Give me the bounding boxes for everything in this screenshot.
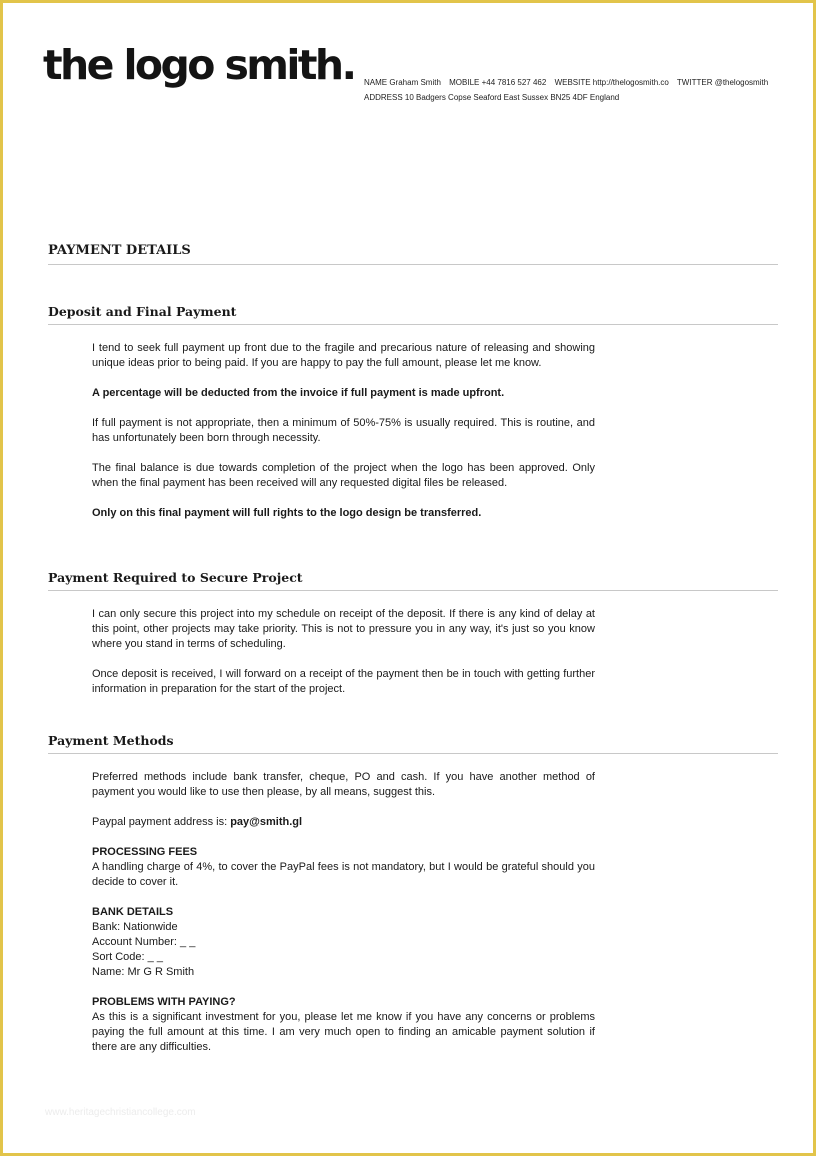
problems-paying <box>92 995 595 1055</box>
section-heading-deposit: Deposit and Final Payment <box>48 304 778 325</box>
paragraph: I tend to seek full payment up front due to the fragile and precarious nature of releasing and showing unique ideas prior to being paid. If you are happy to pay the full amount, please let me know. <box>92 342 595 369</box>
contact-name: NAME Graham Smith <box>364 78 441 87</box>
problems-label: PROBLEMS WITH PAYING? <box>92 996 236 1008</box>
fees-text: A handling charge of 4%, to cover the PayPal fees is not mandatory, but I would be grateful should you decide to cover it. <box>92 861 595 888</box>
paragraph: The final balance is due towards completion of the project when the logo has been approved. Only when the final payment has been received will any requested digital files be released. <box>92 462 595 489</box>
section-heading-methods: Payment Methods <box>48 733 778 754</box>
watermark: www.heritagechristiancollege.com <box>45 1107 196 1118</box>
paypal-email: pay@smith.gl <box>230 816 303 828</box>
page-title: PAYMENT DETAILS <box>48 243 778 265</box>
paragraph: I can only secure this project into my schedule on receipt of the deposit. If there is any kind of delay at this point, other projects may take priority. This is not to pressure you in any way, it's just so you know where you stand in terms of scheduling. <box>92 608 595 650</box>
paragraph: If full payment is not appropriate, then a minimum of 50%-75% is usually required. This is routine, and has unfortunately been born through necessity. <box>92 417 595 444</box>
contact-line <box>364 75 774 90</box>
paragraph: Once deposit is received, I will forward on a receipt of the payment then be in touch with getting further information in preparation for the start of the project. <box>92 668 595 695</box>
bank-details <box>92 905 595 980</box>
paragraph-emphasis: A percentage will be deducted from the invoice if full payment is made upfront. <box>92 387 505 399</box>
bank-line: Name: Mr G R Smith <box>92 966 195 978</box>
contact-website: WEBSITE http://thelogosmith.co <box>554 78 669 87</box>
bank-line: Bank: Nationwide <box>92 921 178 933</box>
paragraph: Preferred methods include bank transfer, cheque, PO and cash. If you have another method of payment you would like to use then please, by all means, suggest this. <box>92 771 595 798</box>
bank-line: Sort Code: _ _ <box>92 951 163 963</box>
paypal-label: Paypal payment address is: <box>92 816 231 828</box>
bank-label: BANK DETAILS <box>92 906 174 918</box>
section-body-deposit <box>92 341 595 536</box>
company-logo: the logo smith. <box>43 41 355 89</box>
section-body-methods <box>92 770 595 1070</box>
bank-line: Account Number: _ _ <box>92 936 196 948</box>
processing-fees <box>92 845 595 890</box>
fees-label: PROCESSING FEES <box>92 846 198 858</box>
paypal-line <box>92 815 595 830</box>
contact-twitter: TWITTER @thelogosmith <box>676 78 769 87</box>
section-body-secure <box>92 607 595 712</box>
section-heading-secure: Payment Required to Secure Project <box>48 570 778 591</box>
contact-mobile: MOBILE +44 7816 527 462 <box>449 78 547 87</box>
paragraph-emphasis: Only on this final payment will full rights to the logo design be transferred. <box>92 507 482 519</box>
problems-text: As this is a significant investment for you, please let me know if you have any concerns or problems paying the full amount at this time. I am very much open to finding an amicable payment solution if there are any difficulties. <box>92 1011 595 1053</box>
contact-details <box>364 75 774 105</box>
contact-address: ADDRESS 10 Badgers Copse Seaford East Sussex BN25 4DF England <box>364 93 620 102</box>
